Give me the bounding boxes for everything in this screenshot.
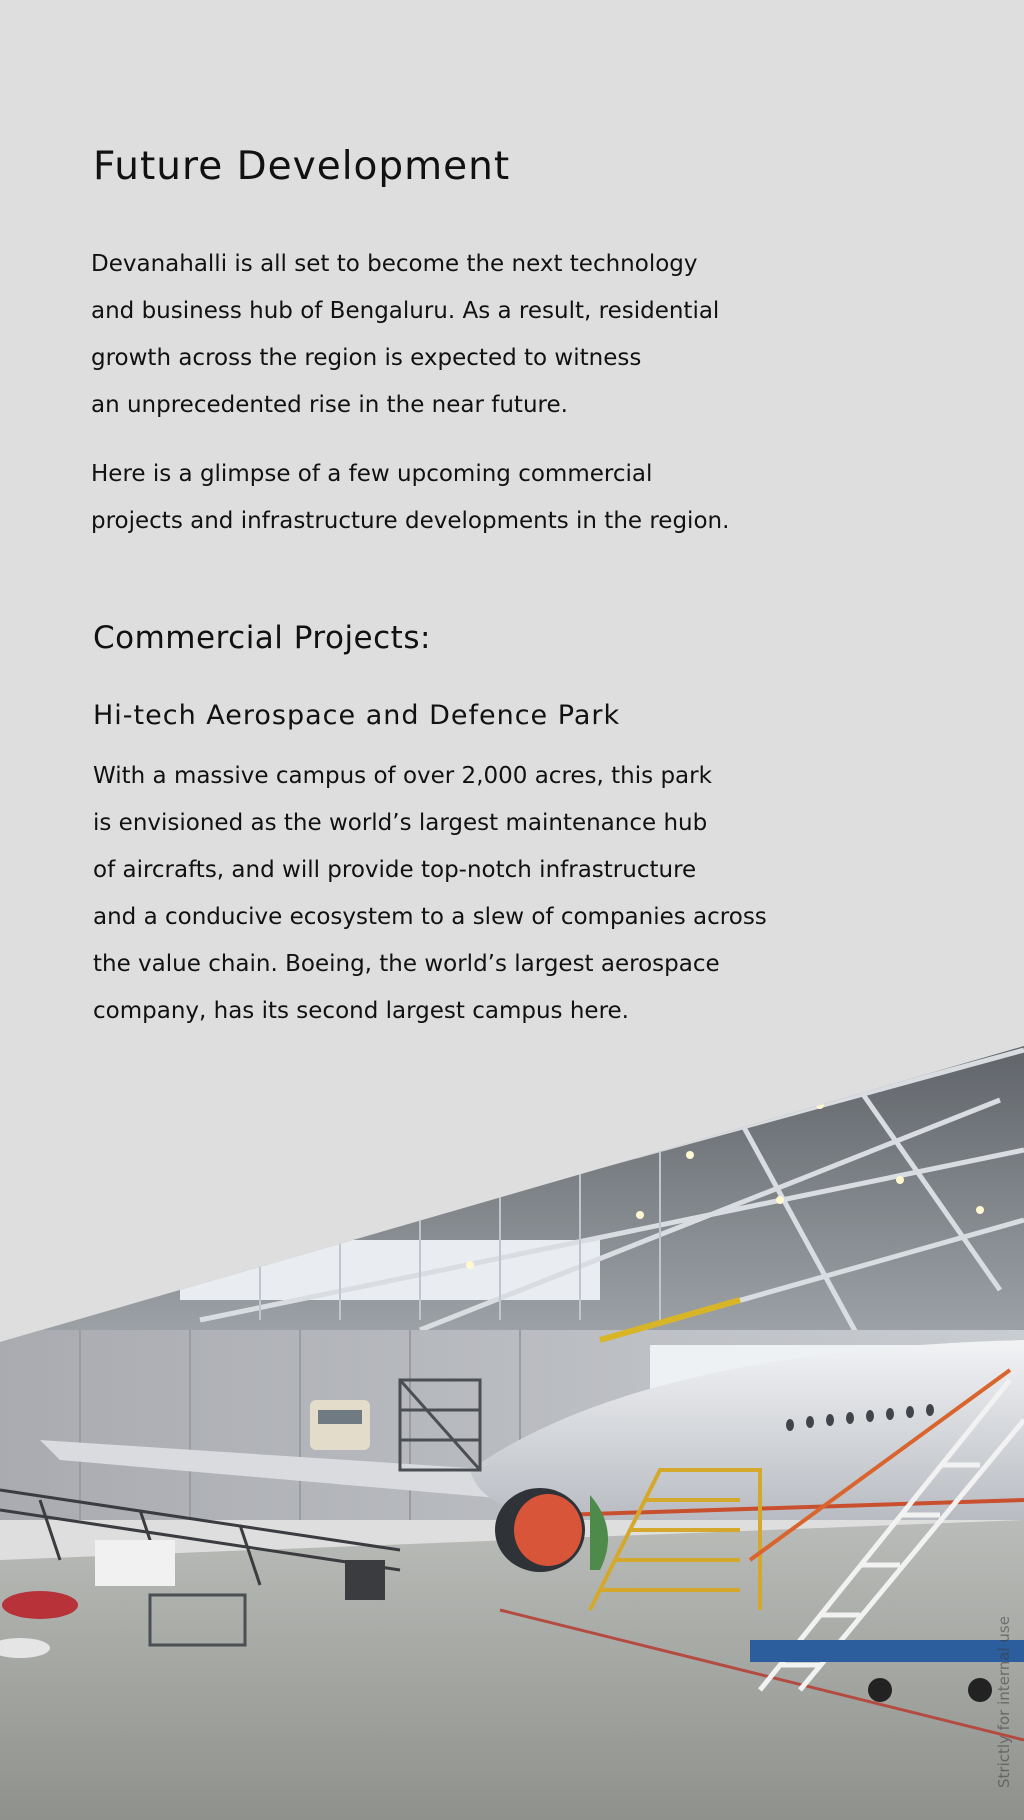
project-title: Hi-tech Aerospace and Defence Park [93,700,621,731]
confidentiality-note: Strictly for internal use [995,1616,1013,1788]
project-line: is envisioned as the world’s largest maintenance hub [93,810,708,836]
glimpse-line: projects and infrastructure developments in the region. [91,508,730,534]
project-line: and a conducive ecosystem to a slew of companies across [93,904,767,930]
project-line: of aircrafts, and will provide top-notch infrastructure [93,857,697,883]
intro-line: and business hub of Bengaluru. As a result, residential [91,298,720,324]
commercial-projects-heading: Commercial Projects: [93,620,431,656]
intro-line: Devanahalli is all set to become the next technology [91,251,698,277]
intro-line: growth across the region is expected to witness [91,345,642,371]
glimpse-line: Here is a glimpse of a few upcoming commercial [91,461,653,487]
project-line: the value chain. Boeing, the world’s largest aerospace [93,951,720,977]
page-title: Future Development [93,144,511,189]
project-line: company, has its second largest campus here. [93,998,629,1024]
intro-line: an unprecedented rise in the near future. [91,392,568,418]
project-line: With a massive campus of over 2,000 acres, this park [93,763,712,789]
